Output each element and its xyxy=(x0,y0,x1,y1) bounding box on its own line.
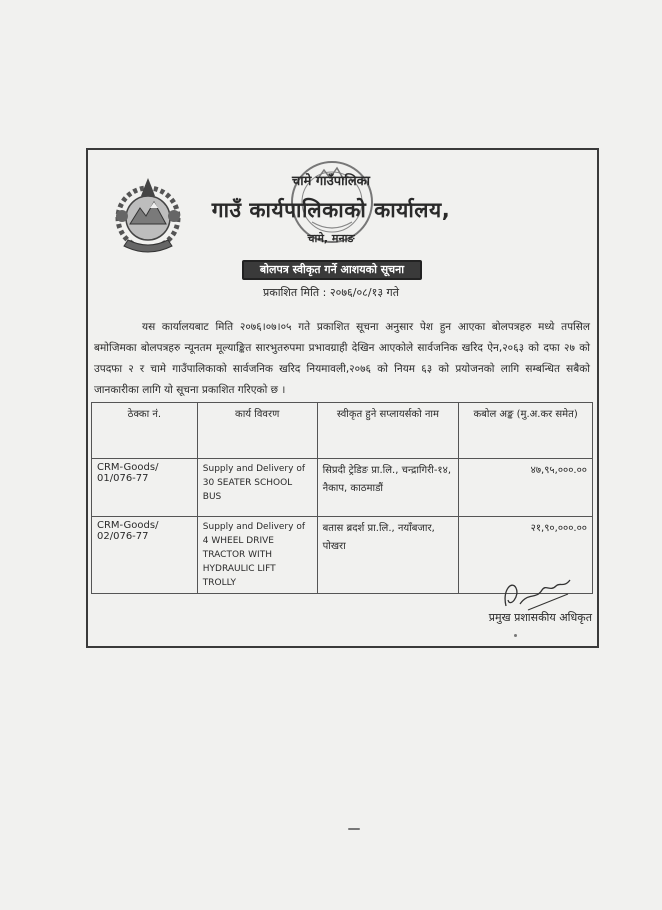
bid-amount: २१,९०,०००.०० xyxy=(459,517,593,594)
header-supplier-name: स्वीकृत हुने सप्लायर्सको नाम xyxy=(317,403,459,459)
published-date: प्रकाशित मिति : २०७६/०८/१३ गते xyxy=(262,286,400,299)
bid-amount: ४७,९५,०००.०० xyxy=(459,459,593,517)
speck xyxy=(348,828,360,830)
municipality-name: चामे गाउँपालिका xyxy=(291,174,370,189)
header-work-description: कार्य विवरण xyxy=(197,403,317,459)
signatory-title: प्रमुख प्रशासकीय अधिकृत xyxy=(488,611,592,624)
notice-title-banner: बोलपत्र स्वीकृत गर्ने आशयको सूचना xyxy=(242,260,422,280)
contract-number: CRM-Goods/ 02/076-77 xyxy=(92,517,198,594)
header-bid-amount: कबोल अङ्क (मु.अ.कर समेत) xyxy=(459,403,593,459)
notice-body-paragraph: यस कार्यालयबाट मिति २०७६।०७।०५ गते प्रकाशित सूचना अनुसार पेश हुन आएका बोलपत्रहरु मध्ये तपसिल बमोजिमका बोलपत्रहरु न्यूनतम मूल्याङ्कित सारभुतरुपमा प्रभावग्राही देखिन आएकोले सार्वजनिक खरिद ऐन,२०६३ को दफा २७ को उपदफा २ र चामे गाउँपालिकाको सार्वजनिक खरिद नियमावली,२०७६ को नियम ६३ को प्रयोजनको लागि सम्बन्धित सबैको जानकारीका लागि यो सूचना प्रकाशित गरिएको छ । xyxy=(94,321,590,396)
supplier-name: बतास ब्रदर्श प्रा.लि., नयाँबजार, पोखरा xyxy=(317,517,459,594)
office-location: चामे, मनाङ xyxy=(307,232,355,245)
header-contract-no: ठेक्का नं. xyxy=(92,403,198,459)
speck xyxy=(514,634,517,637)
work-description: Supply and Delivery of 4 WHEEL DRIVE TRACTOR WITH HYDRAULIC LIFT TROLLY xyxy=(197,517,317,594)
supplier-name: सिप्रदी ट्रेडिङ प्रा.लि., चन्द्रागिरी-१४, नैकाप, काठमाडौं xyxy=(317,459,459,517)
office-title: गाउँ कार्यपालिकाको कार्यालय, xyxy=(211,198,451,222)
table-header-row xyxy=(92,403,593,459)
bid-results-table xyxy=(91,402,593,594)
work-description: Supply and Delivery of 30 SEATER SCHOOL BUS xyxy=(197,459,317,517)
contract-number: CRM-Goods/ 01/076-77 xyxy=(92,459,198,517)
table-row xyxy=(92,459,593,517)
